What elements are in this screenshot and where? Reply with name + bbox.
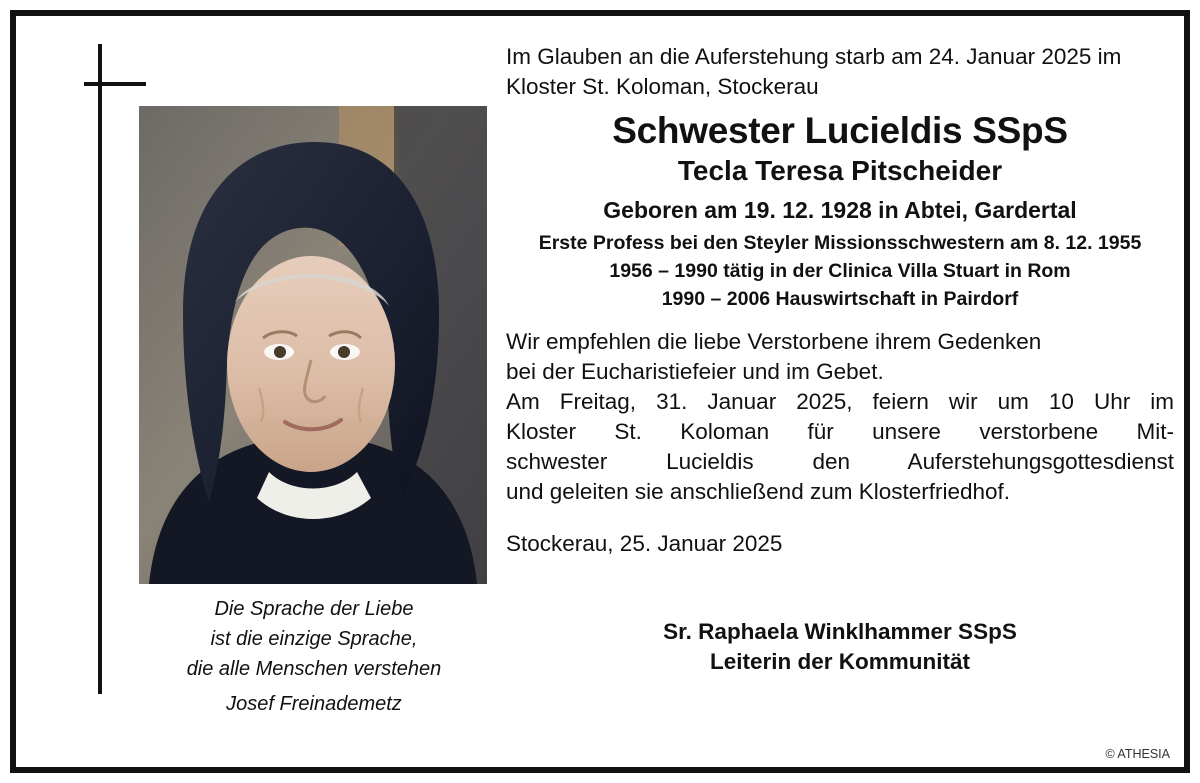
intro-text: Im Glauben an die Auferstehung starb am 24. Januar 2025 im Kloster St. Koloman, Stockerau <box>506 44 1122 99</box>
signature-role: Leiterin der Kommunität <box>709 649 971 674</box>
right-column <box>506 42 1174 677</box>
quote-block <box>139 594 489 719</box>
service-line-1: Am Freitag, 31. Januar 2025, feiern wir um 10 Uhr im <box>506 389 1174 414</box>
quote-line-2: ist die einzige Sprache, <box>210 628 418 650</box>
service-line-4: und geleiten sie anschließend zum Klosterfriedhof. <box>506 479 1011 504</box>
service-line-3: schwester Lucieldis den Auferstehungsgottesdienst <box>506 449 1174 474</box>
cross-vertical-bar <box>98 44 102 694</box>
signature-name: Sr. Raphaela Winklhammer SSpS <box>663 619 1017 644</box>
birth-info: Geboren am 19. 12. 1928 in Abtei, Gardertal <box>603 197 1077 223</box>
deceased-civil-name: Tecla Teresa Pitscheider <box>677 155 1003 186</box>
obituary-frame <box>10 10 1190 773</box>
left-column <box>16 16 496 767</box>
quote-line-1: Die Sprache der Liebe <box>214 598 414 620</box>
service-line-2: Kloster St. Koloman für unsere verstorbene Mit- <box>506 419 1174 444</box>
place-and-date: Stockerau, 25. Januar 2025 <box>506 531 783 556</box>
cross-horizontal-bar <box>84 82 146 86</box>
memorial-line-2: bei der Eucharistiefeier und im Gebet. <box>506 359 884 384</box>
life-line-2: 1956 – 1990 tätig in der Clinica Villa Stuart in Rom <box>609 260 1071 282</box>
obituary-content <box>16 16 1184 767</box>
life-line-3: 1990 – 2006 Hauswirtschaft in Pairdorf <box>661 288 1019 310</box>
cross-icon <box>84 44 146 694</box>
memorial-line-1: Wir empfehlen die liebe Verstorbene ihrem Gedenken <box>506 329 1042 354</box>
life-line-1: Erste Profess bei den Steyler Missionsschwestern am 8. 12. 1955 <box>538 232 1142 254</box>
deceased-religious-name: Schwester Lucieldis SSpS <box>612 110 1068 151</box>
copyright-notice: © ATHESIA <box>1105 747 1170 761</box>
quote-author: Josef Freinademetz <box>226 693 402 715</box>
portrait-photo <box>139 106 487 584</box>
quote-line-3: die alle Menschen verstehen <box>186 658 442 680</box>
